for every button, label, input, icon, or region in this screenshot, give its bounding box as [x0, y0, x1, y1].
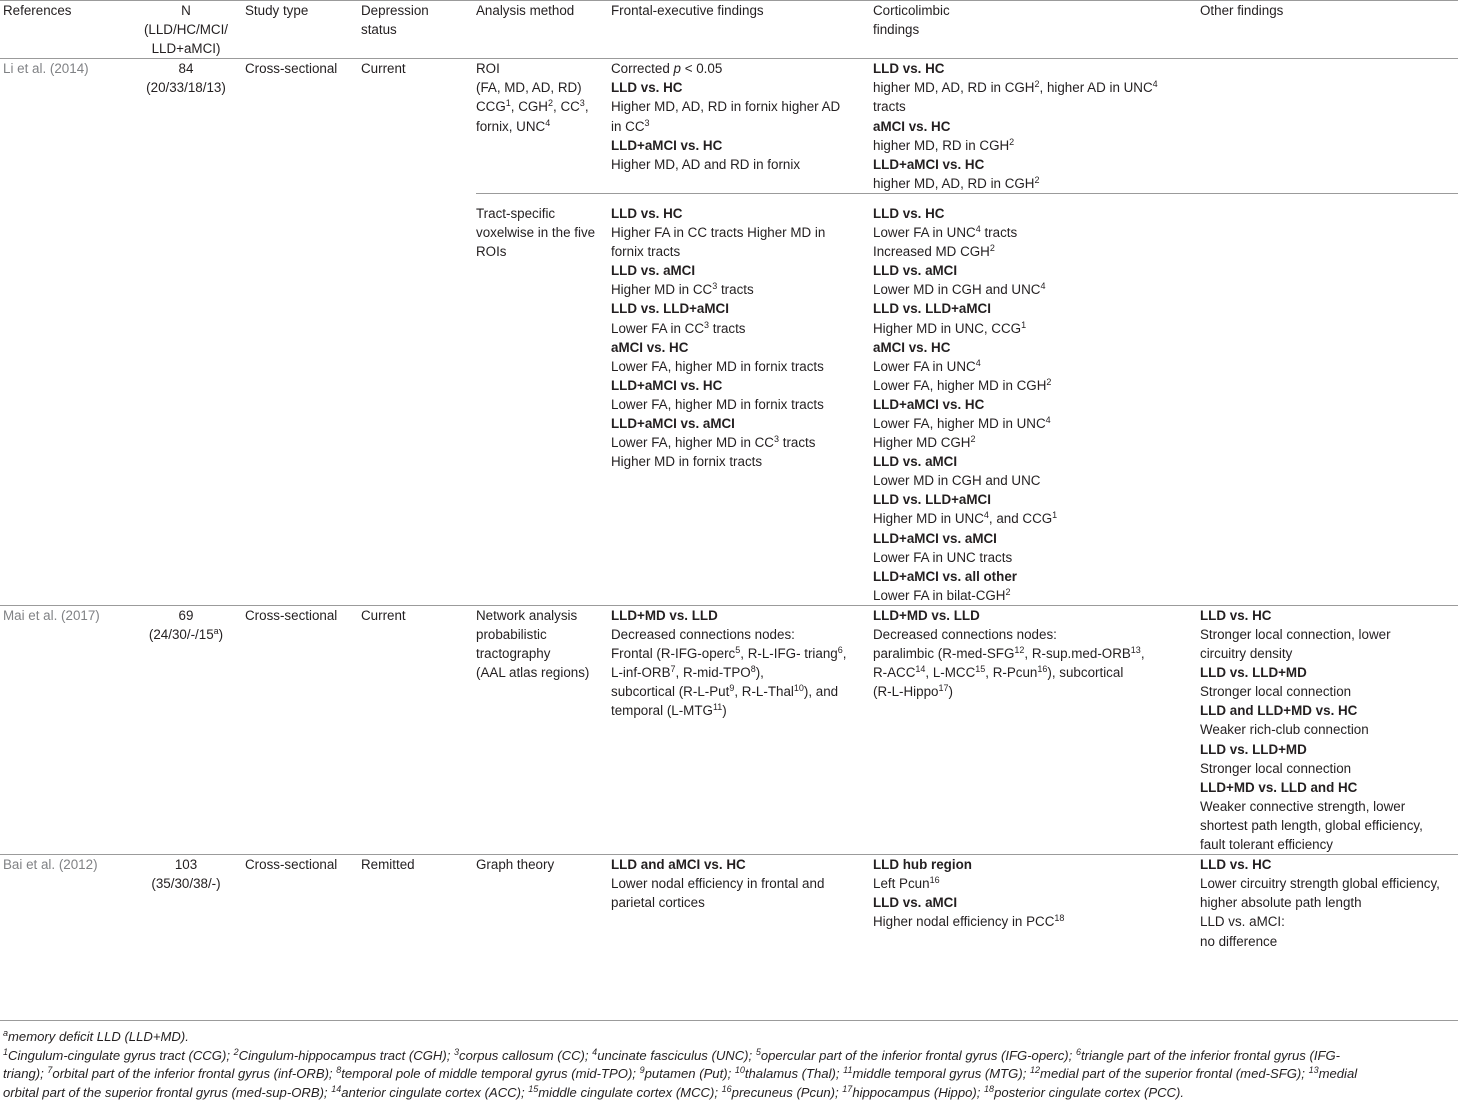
- footnotes: [3, 1028, 1455, 1102]
- sample-size-cell: [127, 605, 245, 854]
- sample-size-total: 84: [178, 61, 194, 77]
- reference-cell: Mai et al. (2017): [0, 605, 127, 854]
- corticolimbic-cell: [873, 59, 1200, 194]
- corticolimbic-line: paralimbic (R-med-SFG$^{12}$, R-sup.med-ORB$^{13}$,: [873, 645, 1145, 662]
- corticolimbic-line: LLD vs. LLD+aMCI: [873, 301, 991, 317]
- other-line: LLD and LLD+MD vs. HC: [1200, 703, 1358, 719]
- analysis-method-line: ROIs: [476, 244, 507, 260]
- sample-size-total: 103: [174, 857, 198, 873]
- other-line: Weaker rich-club connection: [1200, 722, 1369, 738]
- sample-size-groups: (20/33/18/13): [146, 80, 226, 96]
- depression-status-cell: Remitted: [361, 855, 476, 951]
- reference-cell: Li et al. (2014): [0, 59, 127, 606]
- corticolimbic-line: higher MD, RD in CGH$^2$: [873, 136, 1015, 153]
- frontal-line: Lower FA in $CC^3$ tracts: [611, 319, 746, 336]
- other-line: LLD vs. HC: [1200, 857, 1272, 873]
- other-line: LLD vs. LLD+MD: [1200, 741, 1307, 757]
- frontal-line: Higher MD, AD, RD in fornix higher AD: [611, 99, 841, 115]
- analysis-method-cell: [476, 59, 611, 194]
- corticolimbic-cell: [873, 605, 1200, 854]
- other-findings-cell: [1200, 193, 1458, 605]
- sample-size-cell: [127, 855, 245, 951]
- frontal-line: Frontal (R-IFG-operc$^5$, R-L-IFG- triang$^6$,: [611, 645, 847, 662]
- frontal-line: LLD+aMCI vs. HC: [611, 377, 723, 393]
- frontal-line: LLD+MD vs. LLD: [611, 607, 718, 623]
- frontal-line: aMCI vs. HC: [611, 339, 689, 355]
- footnote-line: $^a$memory deficit LLD (LLD+MD).: [3, 1028, 189, 1044]
- frontal-line: LLD+aMCI vs. HC: [611, 137, 723, 153]
- other-line: Weaker connective strength, lower: [1200, 798, 1406, 814]
- corticolimbic-line: LLD vs. LLD+aMCI: [873, 492, 991, 508]
- corticolimbic-line: LLD vs. HC: [873, 205, 945, 221]
- header-n-label: N: [181, 3, 191, 18]
- other-line: Stronger local connection, lower: [1200, 627, 1391, 642]
- other-line: fault tolerant efficiency: [1200, 837, 1333, 853]
- study-type-cell: Cross-sectional: [245, 855, 361, 951]
- frontal-line: subcortical (R-L-Put$^9$, R-L-Thal$^{10}$), and: [611, 683, 839, 700]
- frontal-line: LLD and aMCI vs. HC: [611, 857, 746, 873]
- sample-size-cell: [127, 59, 245, 606]
- analysis-method-line: Network analysis: [476, 607, 578, 623]
- other-line: LLD vs. LLD+MD: [1200, 665, 1307, 681]
- corticolimbic-line: LLD vs. HC: [873, 61, 945, 77]
- frontal-line: Higher MD in fornix tracts: [611, 454, 763, 470]
- corticolimbic-cell: [873, 193, 1200, 605]
- other-findings-cell: [1200, 605, 1458, 854]
- other-findings-cell: [1200, 59, 1458, 194]
- frontal-executive-cell: [611, 193, 873, 605]
- frontal-line: Decreased connections nodes:: [611, 627, 795, 642]
- frontal-line: LLD vs. LLD+aMCI: [611, 301, 729, 317]
- analysis-method-line: (AAL atlas regions): [476, 665, 590, 681]
- analysis-method-cell: [476, 855, 611, 951]
- header-other-findings: Other findings: [1200, 1, 1458, 59]
- corticolimbic-line: LLD vs. aMCI: [873, 454, 958, 470]
- frontal-line: temporal (L-MTG$^{11}$): [611, 702, 727, 719]
- analysis-method-line: Tract-specific: [476, 205, 556, 221]
- frontal-executive-cell: [611, 605, 873, 854]
- corticolimbic-line: Higher MD CGH$^2$: [873, 434, 976, 451]
- frontal-line: Higher MD, AD and RD in fornix: [611, 156, 801, 172]
- analysis-method-cell: [476, 605, 611, 854]
- table-bottom-rule: [0, 1020, 1458, 1021]
- frontal-line: LLD+aMCI vs. aMCI: [611, 415, 735, 431]
- header-frontal-executive: Frontal-executive findings: [611, 1, 873, 59]
- header-row: [0, 1, 1458, 59]
- depression-status-cell: Current: [361, 59, 476, 606]
- frontal-line: Lower FA, higher MD in fornix tracts: [611, 396, 824, 412]
- study-row: [0, 605, 1458, 854]
- study-type-cell: Cross-sectional: [245, 605, 361, 854]
- corticolimbic-line: LLD+aMCI vs. all other: [873, 568, 1017, 584]
- analysis-method-line: CCG$^1$, CGH$^2$, $CC^3$,: [476, 98, 589, 115]
- corticolimbic-line: aMCI vs. HC: [873, 118, 951, 134]
- header-n-groups: (LLD/HC/MCI/ LLD+aMCI): [143, 22, 229, 57]
- frontal-line: fornix tracts: [611, 244, 681, 260]
- frontal-line: Lower FA, higher MD in $CC^3$ tracts: [611, 434, 816, 451]
- study-row: [0, 855, 1458, 951]
- header-analysis-method: Analysis method: [476, 1, 611, 59]
- frontal-line: L-inf-ORB$^7$, R-mid-TPO$^8$),: [611, 664, 764, 681]
- header-corticolimbic: Corticolimbic findings: [873, 1, 1200, 59]
- analysis-method-line: voxelwise in the five: [476, 225, 596, 241]
- footnote-line: triang); $^7$orbital part of the inferior frontal gyrus (inf-ORB); $^8$temporal pole of middle temporal gyrus (mid-TPO); $^9$putamen (Put); $^{10}$thalamus (Thal); $^{11}$middle temporal gyrus (MTG); $^{12}$medial part of the superior frontal (med-SFG); $^{13}$medial: [3, 1065, 1358, 1082]
- corticolimbic-line: LLD+aMCI vs. HC: [873, 396, 985, 412]
- other-line: LLD vs. aMCI:: [1200, 914, 1285, 930]
- sample-size-groups: (24/30/-/15$^a$): [148, 626, 224, 642]
- corticolimbic-line: Lower MD in CGH and UNC: [873, 473, 1041, 489]
- header-n: [127, 1, 245, 59]
- header-references: References: [0, 1, 127, 59]
- analysis-method-line: fornix, UNC$^4$: [476, 117, 551, 134]
- depression-status-cell: Current: [361, 605, 476, 854]
- corticolimbic-line: Lower FA in bilat-CGH$^2$: [873, 586, 1011, 603]
- analysis-method-line: ROI: [476, 61, 500, 77]
- frontal-line: LLD vs. HC: [611, 205, 683, 221]
- frontal-line: LLD vs. aMCI: [611, 263, 696, 279]
- other-line: no difference: [1200, 933, 1278, 949]
- corticolimbic-line: Lower MD in CGH and UNC$^4$: [873, 281, 1046, 298]
- sample-size-groups: (35/30/38/-): [151, 876, 221, 892]
- header-study-type: Study type: [245, 1, 361, 59]
- analysis-method-line: Graph theory: [476, 857, 555, 873]
- header-depression-status: Depression status: [361, 1, 476, 59]
- analysis-method-line: probabilistic: [476, 627, 547, 642]
- corticolimbic-line: tracts: [873, 99, 906, 115]
- corticolimbic-line: LLD+MD vs. LLD: [873, 607, 980, 623]
- other-line: shortest path length, global efficiency,: [1200, 817, 1423, 833]
- corticolimbic-line: aMCI vs. HC: [873, 339, 951, 355]
- corticolimbic-line: Lower FA in UNC$^4$ tracts: [873, 224, 1018, 241]
- frontal-line: Higher MD in $CC^3$ tracts: [611, 281, 754, 298]
- other-line: LLD+MD vs. LLD and HC: [1200, 779, 1358, 795]
- other-line: higher absolute path length: [1200, 895, 1362, 911]
- frontal-line: LLD vs. HC: [611, 80, 683, 96]
- study-row: [0, 59, 1458, 194]
- other-line: Stronger local connection: [1200, 684, 1352, 700]
- corticolimbic-line: Decreased connections nodes:: [873, 627, 1057, 642]
- other-line: Lower circuitry strength global efficiency,: [1200, 876, 1440, 892]
- corticolimbic-line: LLD vs. aMCI: [873, 263, 958, 279]
- corticolimbic-line: higher MD, AD, RD in CGH$^2$: [873, 174, 1040, 191]
- other-line: Stronger local connection: [1200, 760, 1352, 776]
- corticolimbic-line: Lower FA, higher MD in CGH$^2$: [873, 376, 1052, 393]
- corticolimbic-line: LLD hub region: [873, 857, 972, 873]
- other-line: circuitry density: [1200, 646, 1293, 662]
- frontal-line: Lower FA, higher MD in fornix tracts: [611, 358, 824, 374]
- sample-size-total: 69: [178, 607, 194, 623]
- footnote-line: orbital part of the superior frontal gyrus (med-sup-ORB); $^{14}$anterior cingulate cortex (ACC); $^{15}$middle cingulate cortex (MCC); $^{16}$precuneus (Pcun); $^{17}$hippocampus (Hippo); $^{18}$posterior cingulate cortex (PCC).: [3, 1083, 1184, 1100]
- corticolimbic-cell: [873, 855, 1200, 951]
- corticolimbic-line: Lower FA, higher MD in UNC$^4$: [873, 414, 1051, 431]
- corticolimbic-line: LLD+aMCI vs. aMCI: [873, 530, 997, 546]
- study-type-cell: Cross-sectional: [245, 59, 361, 606]
- frontal-line: in $CC^3$: [611, 117, 650, 134]
- analysis-method-line: tractography: [476, 646, 551, 662]
- corticolimbic-line: Higher MD in UNC, CCG$^1$: [873, 319, 1027, 336]
- frontal-executive-cell: [611, 855, 873, 951]
- frontal-executive-cell: [611, 59, 873, 194]
- other-line: LLD vs. HC: [1200, 607, 1272, 623]
- frontal-line: Lower nodal efficiency in frontal and: [611, 876, 825, 892]
- analysis-method-line: (FA, MD, AD, RD): [476, 80, 582, 96]
- corticolimbic-line: Increased MD CGH$^2$: [873, 243, 995, 260]
- corticolimbic-line: LLD vs. aMCI: [873, 895, 958, 911]
- frontal-line: parietal cortices: [611, 895, 705, 911]
- corticolimbic-line: Lower FA in UNC$^4$: [873, 357, 981, 374]
- analysis-method-cell: [476, 193, 611, 605]
- table-body: [0, 59, 1458, 951]
- corticolimbic-line: Lower FA in UNC tracts: [873, 549, 1013, 565]
- corticolimbic-line: (R-L-Hippo$^{17}$): [873, 683, 953, 700]
- corticolimbic-line: LLD+aMCI vs. HC: [873, 156, 985, 172]
- corticolimbic-line: R-ACC$^{14}$, L-MCC$^{15}$, R-Pcun$^{16}$), subcortical: [873, 664, 1124, 681]
- corticolimbic-line: Higher MD in UNC$^4$, and CCG$^1$: [873, 510, 1058, 527]
- frontal-line: Corrected p < 0.05: [611, 61, 723, 77]
- corticolimbic-line: higher MD, AD, RD in CGH$^2$, higher AD in UNC$^4$: [873, 79, 1158, 96]
- other-findings-cell: [1200, 855, 1458, 951]
- corticolimbic-line: Higher nodal efficiency in PCC$^{18}$: [873, 913, 1065, 930]
- corticolimbic-line: Left Pcun$^{16}$: [873, 875, 940, 892]
- reference-cell: Bai et al. (2012): [0, 855, 127, 951]
- footnote-line: $^1$Cingulum-cingulate gyrus tract (CCG); $^2$Cingulum-hippocampus tract (CGH); $^3$corpus callosum (CC); $^4$uncinate fasciculus (UNC); $^5$opercular part of the inferior frontal gyrus (IFG-operc); $^6$triangle part of the inferior frontal gyrus (IFG-: [3, 1046, 1341, 1063]
- frontal-line: Higher FA in CC tracts Higher MD in: [611, 225, 826, 241]
